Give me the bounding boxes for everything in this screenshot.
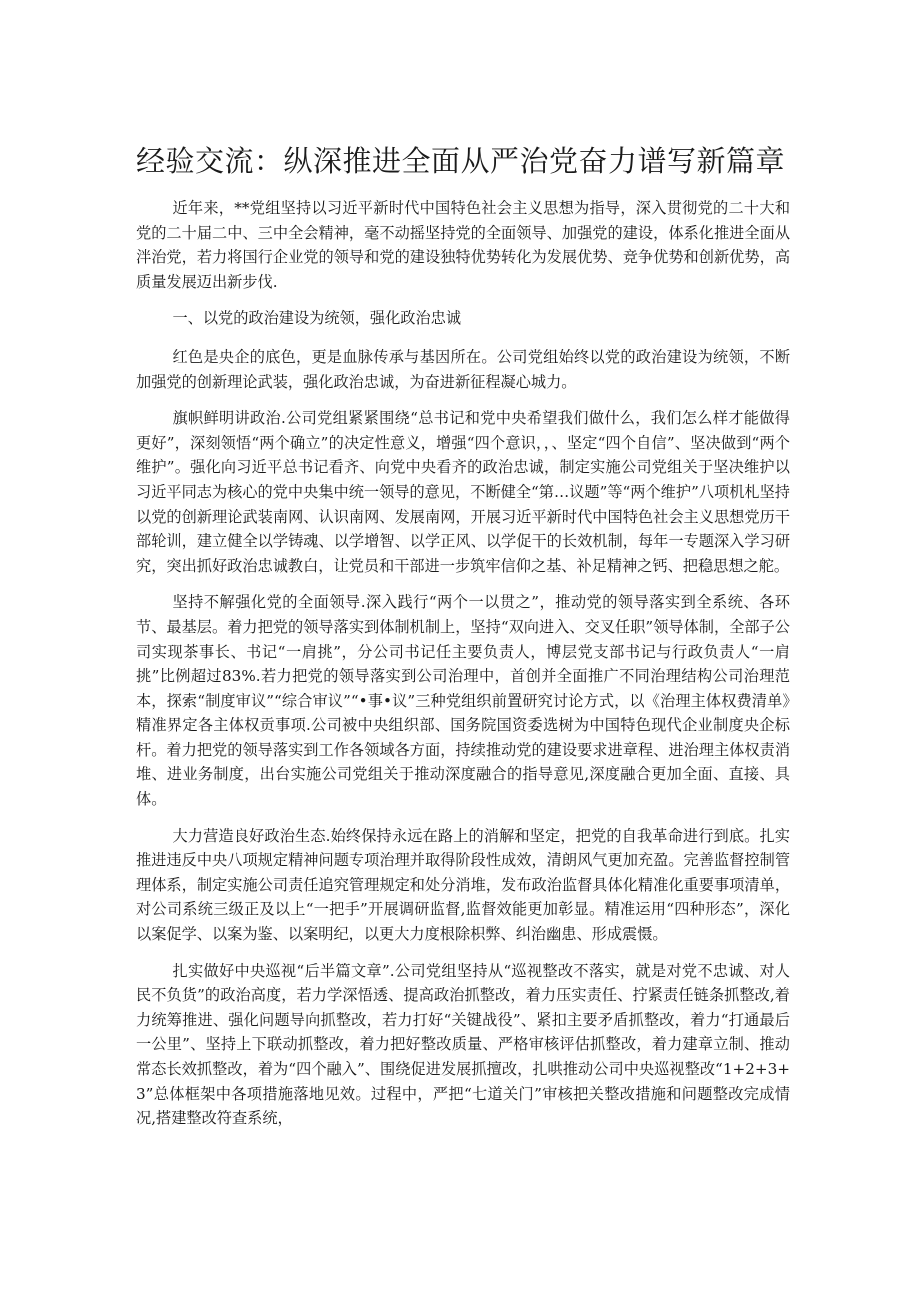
section-heading-1: 一、以党的政治建设为统领，强化政治忠诚 — [172, 309, 462, 328]
paragraph-intro: 近年来，**党组坚持以习近平新时代中国特色社会主义思想为指导，深入贯彻党的二十大和党的二十届二中、三中全会精神，毫不动摇坚持党的全面领导、加强党的建设，体系化推进全面从泮治党，若力将国行企业党的领导和党的建设独特优势转化为发展优势、竞争优势和创新优势，高质量发展迈出新步伐. — [136, 199, 790, 291]
document-page — [136, 140, 790, 1143]
paragraph-political-ecology: 大力营造良好政治生态.始终保持永远在路上的消解和坚定，把党的自我革命进行到底。扎实推进违反中央八项规定精神问题专项治理并取得阶段性成效，清朗风气更加充盈。完善监督控制管理体系，制定实施公司责任追究管理规定和处分消堆，发布政治监督具体化精准化重要事项清单，对公司系统三级正及以上“一把手”开展调研监督,监督效能更加彰显。精准运用“四种形态”，深化以案促学、以案为鉴、以案明纪，以更大力度根除枳弊、纠治幽患、形成震慑。 — [136, 826, 790, 944]
paragraph-inspection-rectification: 扎实做好中央巡视“后半篇文章”.公司党组坚持从“巡视整改不落实，就是对党不忠诚、对人民不负货”的政治高度，若力学深悟透、提高政治抓整改，着力压实责任、拧紧责任链条抓整改,着力统筹推进、强化问题导向抓整改，若力打好“关键战役”、紧扣主要矛盾抓整改，着力“打通最后一公里”、坚持上下联动抓整改，着力把好整改质量、严格审核评估抓整改，着力建章立制、推动常态长效抓整改，着为“四个融入”、围绕促进发展抓擅改，扎哄推动公司中央巡视整改“1+2+3+3”总体框架中各项措施落地见效。过程中，严把“七道关门”审核把关整改措施和问题整改完成情况,搭建整改符查系统， — [136, 961, 790, 1128]
paragraph-section-1-lead: 红色是央企的底色，更是血脉传承与基因所在。公司党组始终以党的政治建设为统领，不断加强党的创新理论武装，强化政治忠诚，为奋进新征程凝心城力。 — [136, 347, 790, 391]
paragraph-political-stance: 旗帜鲜明讲政治.公司党组紧紧围绕“总书记和党中央希望我们做什么，我们怎么样才能做得更好”，深刻领悟“两个确立”的决定性意义，增强“四个意识，，、坚定“四个自信”、坚决做到“两个维护”。强化向习近平总书记看齐、向党中央看齐的政治忠诚，制定实施公司党组关于坚决维护以习近平同志为核心的党中央集中统一领导的意见，不断健全“第…议题”等“两个维护”八项机札坚持以党的创新理论武装南网、认识南网、发展南网，开展习近平新时代中国特色社会主义思想党历干部轮训，建立健全以学铸魂、以学增智、以学正风、以学促干的长效机制，每年一专题深入学习研究，突出抓好政治忠诚教白，让党员和干部进一步筑牢信仰之基、补足精神之钙、把稳思想之舵。 — [136, 409, 790, 575]
document-title: 经验交流：纵深推进全面从严治党奋力谱写新篇章 — [136, 144, 786, 178]
paragraph-party-leadership: 坚持不解强化党的全面领导.深入践行“两个一以贯之”，推动党的领导落实到全系统、各环节、最基层。着力把党的领导落实到体制机制上，坚持“双向进入、交叉任职”领导体制，全部子公司实现茶事长、书记“一肩挑”，分公司书记任主要负责人，博层党支部书记与行政负责人“一肩挑”比例超过83%.若力把党的领导落实到公司治理中，首创并全面推广不同治理结构公司治理范本，探索“制度审议”“综合审议”“•事•议”三种党组织前置研究讨论方式，以《治理主体权费清单》精准界定各主体权贡事项.公司被中央组织部、国务院国资委选树为中国特色现代企业制度央企标杆。着力把党的领导落实到工作各领域各方面，持续推动党的建设要求进章程、进治理主体权责消堆、进业务制度，出台实施公司党组关于推动深度融合的指导意见,深度融合更加全面、直接、具体。 — [136, 593, 790, 809]
